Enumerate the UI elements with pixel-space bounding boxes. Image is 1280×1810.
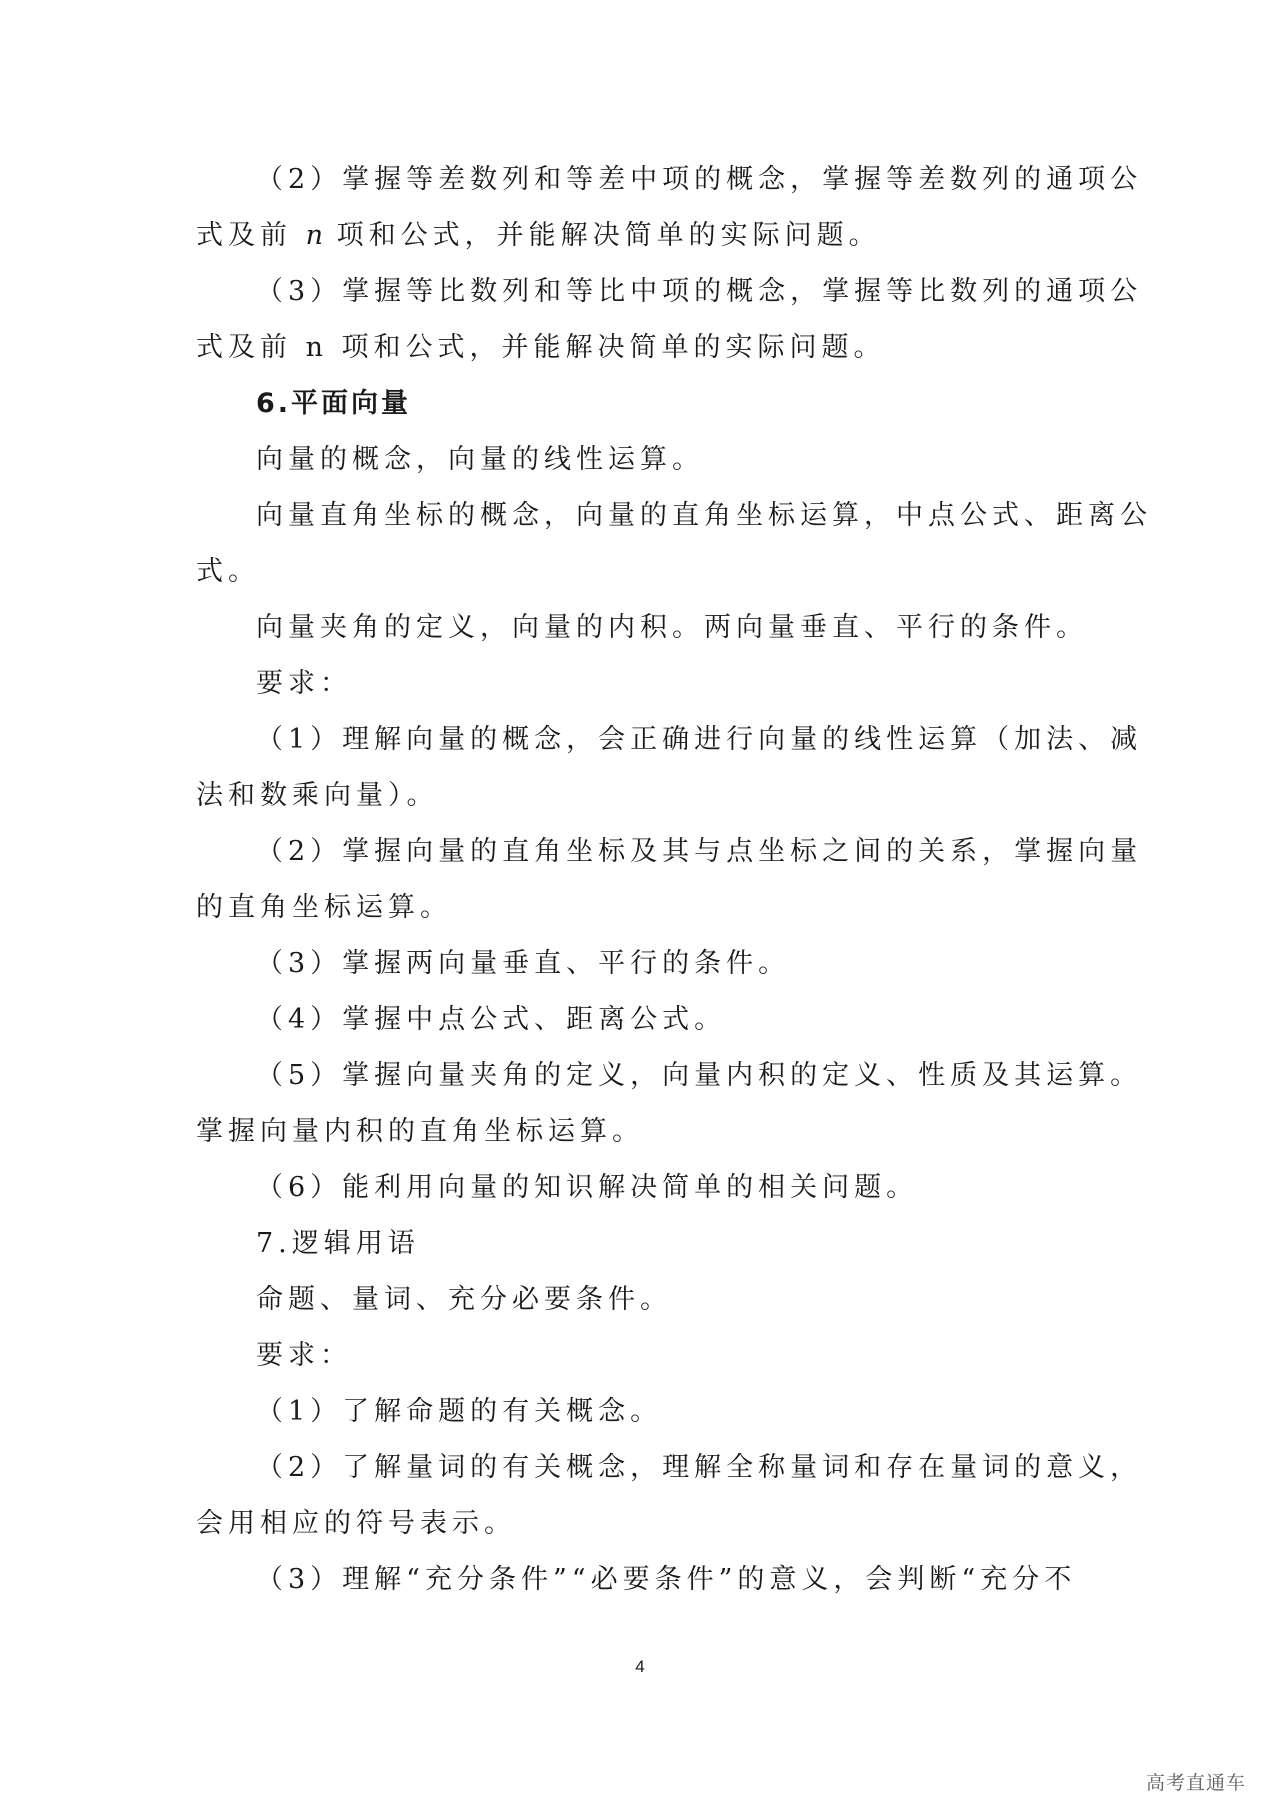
watermark-text: 高考直通车	[1146, 1772, 1247, 1794]
math-variable: n	[305, 220, 323, 251]
text-line: 式。	[196, 556, 260, 587]
text-line: （2）掌握等差数列和等差中项的概念，掌握等差数列的通项公	[256, 164, 1143, 195]
text-line: 法和数乘向量）。	[196, 780, 439, 811]
text-segment: 式及前	[196, 220, 306, 251]
text-line: （6）能利用向量的知识解决简单的相关问题。	[256, 1172, 919, 1203]
text-line: （5）掌握向量夹角的定义，向量内积的定义、性质及其运算。	[256, 1060, 1143, 1091]
text-line: （3）理解“充分条件”“必要条件”的意义，会判断“充分不	[256, 1564, 1077, 1595]
text-line: 式及前 n 项和公式，并能解决简单的实际问题。	[196, 332, 886, 363]
text-line: （3）掌握等比数列和等比中项的概念，掌握等比数列的通项公	[256, 276, 1143, 307]
text-segment: 项和公式，并能解决简单的实际问题。	[322, 220, 881, 251]
text-line: 会用相应的符号表示。	[196, 1508, 516, 1539]
text-line: （2）了解量词的有关概念，理解全称量词和存在量词的意义，	[256, 1452, 1143, 1483]
text-line: （2）掌握向量的直角坐标及其与点坐标之间的关系，掌握向量	[256, 836, 1143, 867]
text-line: 向量直角坐标的概念，向量的直角坐标运算，中点公式、距离公	[256, 500, 1152, 531]
text-line: 要求：	[256, 1340, 352, 1371]
text-line: （3）掌握两向量垂直、平行的条件。	[256, 948, 791, 979]
text-line: （1）理解向量的概念，会正确进行向量的线性运算（加法、减	[256, 724, 1143, 755]
text-line	[196, 218, 881, 254]
text-line: 向量夹角的定义，向量的内积。两向量垂直、平行的条件。	[256, 612, 1088, 643]
page-number: 4	[635, 1657, 645, 1676]
text-line: 的直角坐标运算。	[196, 892, 452, 923]
text-line: 命题、量词、充分必要条件。	[256, 1284, 672, 1315]
text-line: （4）掌握中点公式、距离公式。	[256, 1004, 727, 1035]
text-line: 要求：	[256, 668, 352, 699]
text-line: 向量的概念，向量的线性运算。	[256, 444, 704, 475]
section-heading: 7.逻辑用语	[256, 1228, 420, 1259]
section-heading: 6.平面向量	[256, 388, 412, 419]
text-line: 掌握向量内积的直角坐标运算。	[196, 1116, 644, 1147]
text-line: （1）了解命题的有关概念。	[256, 1396, 663, 1427]
